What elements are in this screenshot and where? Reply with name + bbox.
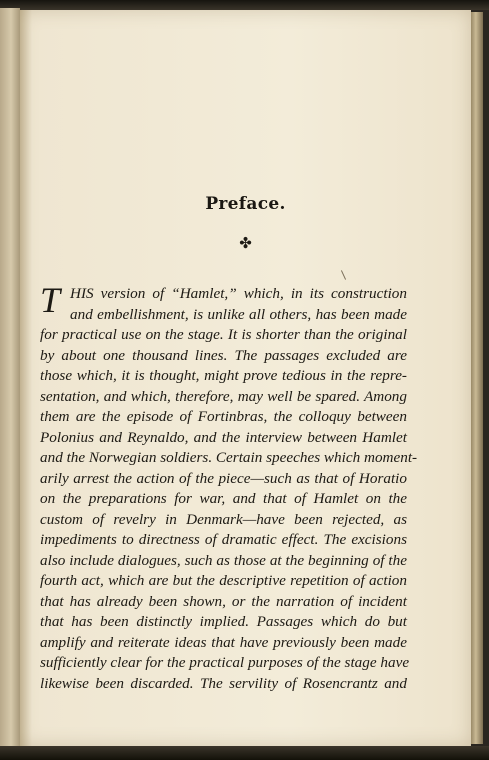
text-line: fourth act, which are but the descriptive repetition of action [40, 572, 407, 589]
text-line: and the Norwegian soldiers. Certain speeches which moment- [40, 449, 418, 466]
text-line: that has already been shown, or the narration of incident [40, 592, 407, 610]
text-line: for practical use on the stage. It is shorter than the original [40, 326, 407, 343]
text-line: custom of revelry in Denmark—have been rejected, as [40, 510, 407, 528]
facing-page-edge [0, 8, 20, 748]
text-line: sufficiently clear for the practical purposes of the stage have [40, 654, 410, 671]
text-line: on the preparations for war, and that of Hamlet on the [40, 490, 407, 507]
text-line: and embellishment, is unlike all others, has been made [70, 305, 407, 323]
text-line: that has been distinctly implied. Passages which do but [40, 613, 407, 630]
text-line: impediments to directness of dramatic effect. The excisions [40, 531, 407, 548]
scan-bottom-border [0, 746, 489, 760]
text-line: also include dialogues, such as those at the beginning of the [40, 551, 407, 569]
ornament-icon: ✤ [239, 234, 252, 252]
scan-top-border [0, 0, 489, 10]
page-heading: Preface. [205, 194, 286, 214]
text-line: by about one thousand lines. The passages excluded are [40, 346, 407, 364]
text-line: Polonius and Reynaldo, and the interview between Hamlet [40, 428, 407, 446]
preface-body-text [40, 280, 418, 694]
page-stack-edge [471, 12, 483, 744]
text-line: them are the episode of Fortinbras, the colloquy between [40, 408, 407, 425]
text-line: amplify and reiterate ideas that have previously been made [40, 633, 407, 651]
text-line: likewise been discarded. The servility of Rosencrantz and [40, 674, 407, 692]
text-line: arily arrest the action of the piece—such as that of Horatio [40, 469, 407, 487]
text-line: HIS version of “Hamlet,” which, in its construction [70, 285, 407, 302]
text-line: sentation, and which, therefore, may well be spared. Among [40, 387, 407, 405]
text-line: those which, it is thought, might prove tedious in the repre- [40, 367, 407, 384]
drop-cap: T [40, 280, 61, 320]
